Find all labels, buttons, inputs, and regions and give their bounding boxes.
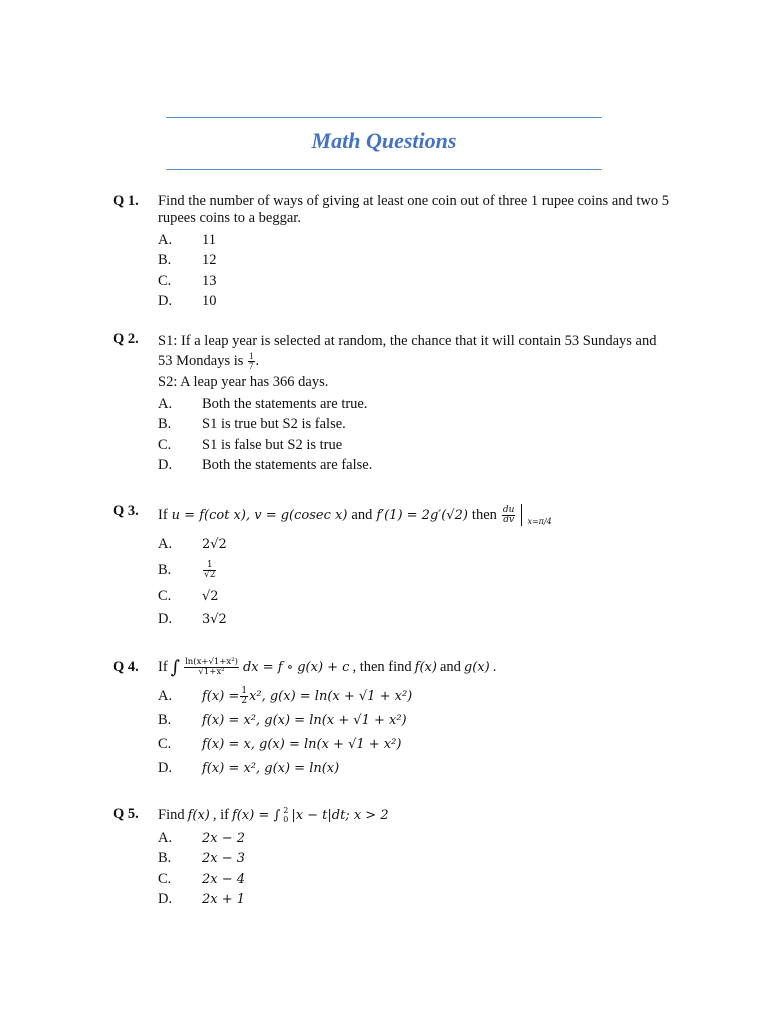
integrand-fraction: $\frac{\text{ln(x+√1+x²)}}{\text{√1+x²}}$ xyxy=(185,656,238,677)
option-c[interactable]: C. 2x − 4 xyxy=(158,870,246,887)
math-expression: f(x) = ∫ xyxy=(232,807,281,823)
math-expression: f′(1) = 2g′(√2) xyxy=(376,507,468,523)
option-d[interactable]: D. 2x + 1 xyxy=(158,891,246,908)
question-2 xyxy=(113,331,673,476)
options-list xyxy=(158,533,673,631)
question-number: Q 1. xyxy=(113,193,139,209)
evaluation-bar xyxy=(521,504,522,526)
question-number: Q 3. xyxy=(113,503,139,519)
integral-sign: ∫ xyxy=(170,656,181,678)
option-c[interactable]: C. 13 xyxy=(158,272,217,289)
question-text: Find f(x) , if f(x) = ∫ 2 0 |x − t|dt; x > 2 xyxy=(158,806,389,824)
option-b[interactable]: B. 12 xyxy=(158,252,217,269)
math-expression: u = f(cot x), v = g(cosec x) xyxy=(171,507,348,523)
question-text: S1: If a leap year is selected at random, the chance that it will contain 53 Sundays and 53 Mondays is $\frac{1}{7}$ . xyxy=(158,333,657,372)
option-c[interactable]: C. f(x) = x, g(x) = ln(x + √1 + x²) xyxy=(158,735,402,752)
integral-limits: 2 0 xyxy=(283,806,289,824)
question-text: If u = f(cot x), v = g(cosec x) and f′(1) = 2g′(√2) then $\frac{du}{dv}$ x=π/4 xyxy=(158,500,673,530)
question-4 xyxy=(113,652,673,780)
option-d[interactable]: D. 10 xyxy=(158,293,217,310)
question-1 xyxy=(113,193,673,312)
evaluation-point: x=π/4 xyxy=(527,517,552,526)
options-list xyxy=(158,828,673,910)
option-b[interactable]: B. 2x − 3 xyxy=(158,850,246,867)
option-c[interactable]: C. S1 is false but S2 is true xyxy=(158,436,343,453)
question-number: Q 5. xyxy=(113,806,139,822)
option-b[interactable]: B. f(x) = x², g(x) = ln(x + √1 + x²) xyxy=(158,711,407,728)
title-rule-bottom xyxy=(166,169,602,170)
option-d[interactable]: D. 3√2 xyxy=(158,611,227,627)
question-number: Q 4. xyxy=(113,659,139,675)
question-text: If ∫ $\frac{\text{ln(x+√1+x²)}}{\text{√1+x²}}$ dx = f ∘ g(x) + c , then find f(x) and g(x) . xyxy=(158,656,497,678)
math-expression: dx = f ∘ g(x) + c xyxy=(242,659,350,675)
page-title: Math Questions xyxy=(311,128,457,153)
option-a[interactable]: A. 2x − 2 xyxy=(158,829,246,846)
options-list xyxy=(158,684,673,780)
options-list xyxy=(158,394,673,476)
option-a[interactable]: A. 11 xyxy=(158,231,216,248)
question-5 xyxy=(113,802,673,910)
derivative-fraction: $\frac{du}{dv}$ xyxy=(502,504,515,525)
option-c[interactable]: C. √2 xyxy=(158,587,219,604)
options-list xyxy=(158,230,673,312)
option-b[interactable]: B. $\frac{1}{√2}$ xyxy=(158,559,216,580)
question-text: Find the number of ways of giving at least one coin out of three 1 rupee coins and two 5 rupees coins to a beggar. xyxy=(158,193,670,226)
statement-s2: S2: A leap year has 366 days. xyxy=(158,374,329,391)
title-rule-top xyxy=(166,117,602,118)
option-d[interactable]: D. f(x) = x², g(x) = ln(x) xyxy=(158,759,340,776)
question-number: Q 2. xyxy=(113,331,139,347)
question-3 xyxy=(113,500,673,631)
option-b[interactable]: B. S1 is true but S2 is false. xyxy=(158,416,346,433)
fraction: $\frac{1}{7}$ xyxy=(249,351,254,372)
statement-s1: S1: If a leap year is selected at random, the chance that it will contain 53 Sundays and 53 Mondays is xyxy=(158,333,657,369)
option-a[interactable]: A. f(x) = $\frac{1}{2}$ x², g(x) = ln(x + √1 + x²) xyxy=(158,685,413,706)
option-a[interactable]: A. 2√2 xyxy=(158,536,227,552)
option-a[interactable]: A. Both the statements are true. xyxy=(158,395,368,412)
option-d[interactable]: D. Both the statements are false. xyxy=(158,457,373,474)
